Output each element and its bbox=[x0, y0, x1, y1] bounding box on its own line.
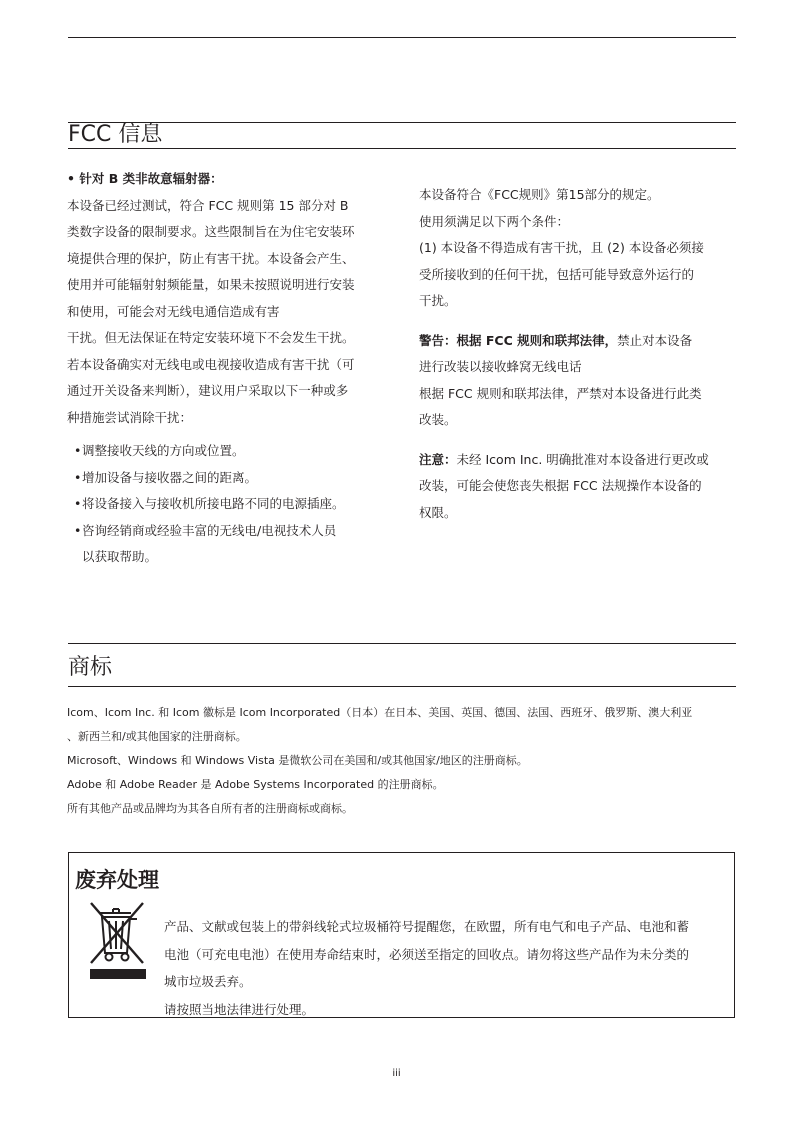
class-b-line: 境提供合理的保护，防止有害干扰。本设备会产生、 bbox=[67, 250, 355, 266]
header-rule bbox=[68, 37, 736, 38]
warning-paragraph: 警告：根据 FCC 规则和联邦法律，禁止对本设备 bbox=[419, 332, 693, 348]
compliance-line: 受所接收到的任何干扰，包括可能导致意外运行的 bbox=[419, 266, 695, 282]
caution-line: 权限。 bbox=[419, 504, 457, 520]
list-item: • 将设备接入与接收机所接电路不同的电源插座。 bbox=[74, 496, 345, 511]
caution-paragraph: 注意：未经 Icom Inc. 明确批准对本设备进行更改或 bbox=[419, 451, 709, 467]
trademarks-top-rule bbox=[68, 643, 736, 644]
disposal-line: 产品、文献或包装上的带斜线轮式垃圾桶符号提醒您，在欧盟，所有电气和电子产品、电池和蓄 bbox=[164, 919, 690, 934]
class-b-line: 若本设备确实对无线电或电视接收造成有害干扰（可 bbox=[67, 356, 355, 372]
class-b-line: 干扰。但无法保证在特定安装环境下不会发生干扰。 bbox=[67, 330, 355, 345]
crossed-out-wheelie-bin-icon bbox=[89, 901, 149, 981]
disposal-title: 废弃处理 bbox=[75, 868, 159, 892]
fcc-left-column bbox=[67, 166, 392, 571]
trademarks-title: 商标 bbox=[68, 655, 113, 680]
compliance-line: (1) 本设备不得造成有害干扰，且 (2) 本设备必须接 bbox=[419, 240, 704, 255]
disposal-line: 电池（可充电电池）在使用寿命结束时，必须送至指定的回收点。请勿将这些产品作为未分类的 bbox=[164, 946, 690, 962]
list-item: • 调整接收天线的方向或位置。 bbox=[74, 443, 245, 458]
class-b-line: 本设备已经过测试，符合 FCC 规则第 15 部分对 B bbox=[67, 197, 349, 213]
fcc-section-top-rule bbox=[68, 122, 736, 123]
trademark-line: 、新西兰和/或其他国家的注册商标。 bbox=[67, 730, 247, 743]
warning-line: 改装。 bbox=[419, 412, 457, 427]
compliance-line: 干扰。 bbox=[419, 293, 457, 308]
page-number: iii bbox=[392, 1068, 401, 1079]
fcc-section-bottom-rule bbox=[68, 148, 736, 149]
list-item: • 咨询经销商或经验丰富的无线电/电视技术人员 bbox=[74, 522, 337, 538]
trademarks-bottom-rule bbox=[68, 686, 736, 687]
trademark-line: Icom、Icom Inc. 和 Icom 徽标是 Icom Incorporated（日本）在日本、美国、英国、德国、法国、西班牙、俄罗斯、澳大利亚 bbox=[67, 706, 693, 719]
trademark-line: Adobe 和 Adobe Reader 是 Adobe Systems Incorporated 的注册商标。 bbox=[67, 778, 444, 791]
trademark-line: Microsoft、Windows 和 Windows Vista 是微软公司在美国和/或其他国家/地区的注册商标。 bbox=[67, 754, 528, 767]
compliance-line: 使用须满足以下两个条件： bbox=[419, 213, 570, 229]
fcc-section-title: FCC 信息 bbox=[68, 122, 163, 147]
trademark-line: 所有其他产品或品牌均为其各自所有者的注册商标或商标。 bbox=[67, 802, 353, 815]
warning-line: 进行改装以接收蜂窝无线电话 bbox=[419, 359, 582, 374]
class-b-line: 通过开关设备来判断），建议用户采取以下一种或多 bbox=[67, 383, 349, 398]
warning-label: 警告：根据 FCC 规则和联邦法律， bbox=[419, 332, 618, 348]
caution-line: 改装，可能会使您丧失根据 FCC 法规操作本设备的 bbox=[419, 478, 702, 493]
trademarks-text bbox=[67, 701, 737, 821]
class-b-heading: • 针对 B 类非故意辐射器： bbox=[67, 171, 223, 186]
disposal-line: 请按照当地法律进行处理。 bbox=[164, 1001, 315, 1017]
warning-line: 根据 FCC 规则和联邦法律，严禁对本设备进行此类 bbox=[419, 385, 702, 401]
disposal-line: 城市垃圾丢弃。 bbox=[164, 974, 252, 989]
interference-measures-list bbox=[67, 438, 392, 571]
class-b-line: 和使用，可能会对无线电通信造成有害 bbox=[67, 303, 280, 319]
class-b-line: 使用并可能辐射射频能量，如果未按照说明进行安装 bbox=[67, 277, 355, 292]
fcc-right-column bbox=[419, 182, 737, 526]
compliance-line: 本设备符合《FCC规则》第15部分的规定。 bbox=[419, 187, 660, 202]
class-b-line: 类数字设备的限制要求。这些限制旨在为住宅安装环 bbox=[67, 224, 355, 239]
list-item: • 增加设备与接收器之间的距离。 bbox=[74, 469, 258, 485]
caution-label: 注意： bbox=[419, 451, 457, 467]
list-item-continuation: 以获取帮助。 bbox=[82, 549, 158, 564]
disposal-box bbox=[68, 852, 735, 1018]
class-b-line: 种措施尝试消除干扰： bbox=[67, 409, 193, 425]
disposal-text bbox=[164, 913, 730, 1023]
